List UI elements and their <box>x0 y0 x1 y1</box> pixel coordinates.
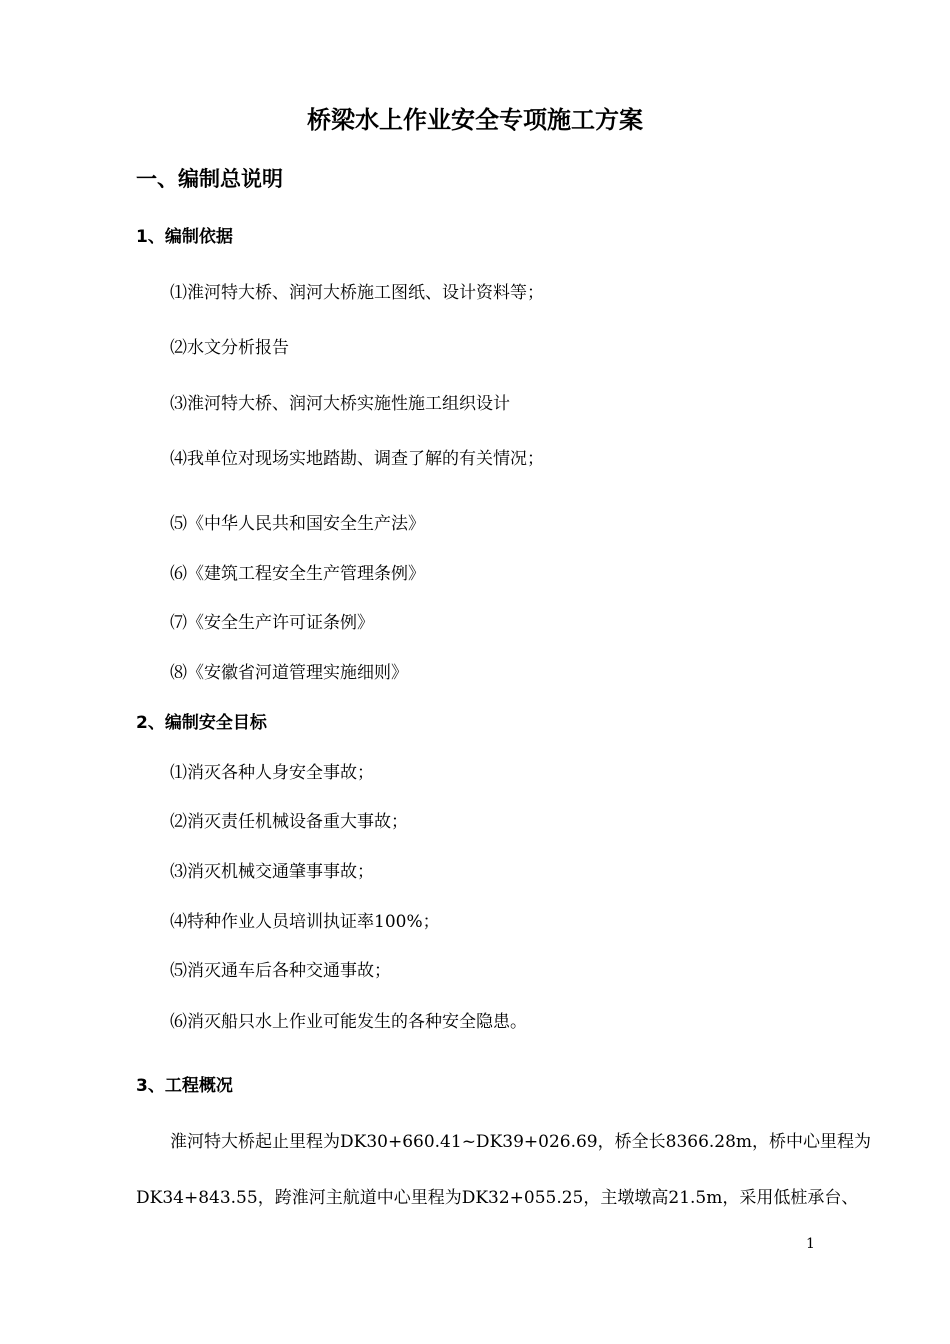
list-item: ⑴消灭各种人身安全事故； <box>170 763 374 783</box>
paragraph-line: 淮河特大桥起止里程为DK30+660.41~DK39+026.69，桥全长8366.28m，桥中心里程为 <box>170 1132 872 1152</box>
list-item: ⑵消灭责任机械设备重大事故； <box>170 812 408 832</box>
document-title: 桥梁水上作业安全专项施工方案 <box>307 106 643 134</box>
subsection-heading: 3、工程概况 <box>136 1076 233 1096</box>
list-item: ⑺《安全生产许可证条例》 <box>170 613 374 633</box>
list-item: ⑹消灭船只水上作业可能发生的各种安全隐患。 <box>170 1012 527 1032</box>
list-item: ⑸消灭通车后各种交通事故； <box>170 961 391 981</box>
list-item: ⑸《中华人民共和国安全生产法》 <box>170 514 425 534</box>
section-heading: 一、编制总说明 <box>136 167 283 191</box>
list-item: ⑹《建筑工程安全生产管理条例》 <box>170 564 425 584</box>
list-item: ⑵水文分析报告 <box>170 338 289 358</box>
list-item: ⑷特种作业人员培训执证率100%； <box>170 912 440 932</box>
list-item: ⑶淮河特大桥、润河大桥实施性施工组织设计 <box>170 394 510 414</box>
list-item: ⑶消灭机械交通肇事事故； <box>170 862 374 882</box>
page-number: 1 <box>806 1236 815 1252</box>
list-item: ⑷我单位对现场实地踏勘、调查了解的有关情况； <box>170 449 544 469</box>
paragraph-line: DK34+843.55，跨淮河主航道中心里程为DK32+055.25，主墩墩高21.5m，采用低桩承台、 <box>136 1188 859 1208</box>
subsection-heading: 2、编制安全目标 <box>136 713 267 733</box>
subsection-heading: 1、编制依据 <box>136 227 233 247</box>
list-item: ⑻《安徽省河道管理实施细则》 <box>170 663 408 683</box>
list-item: ⑴淮河特大桥、润河大桥施工图纸、设计资料等； <box>170 283 544 303</box>
